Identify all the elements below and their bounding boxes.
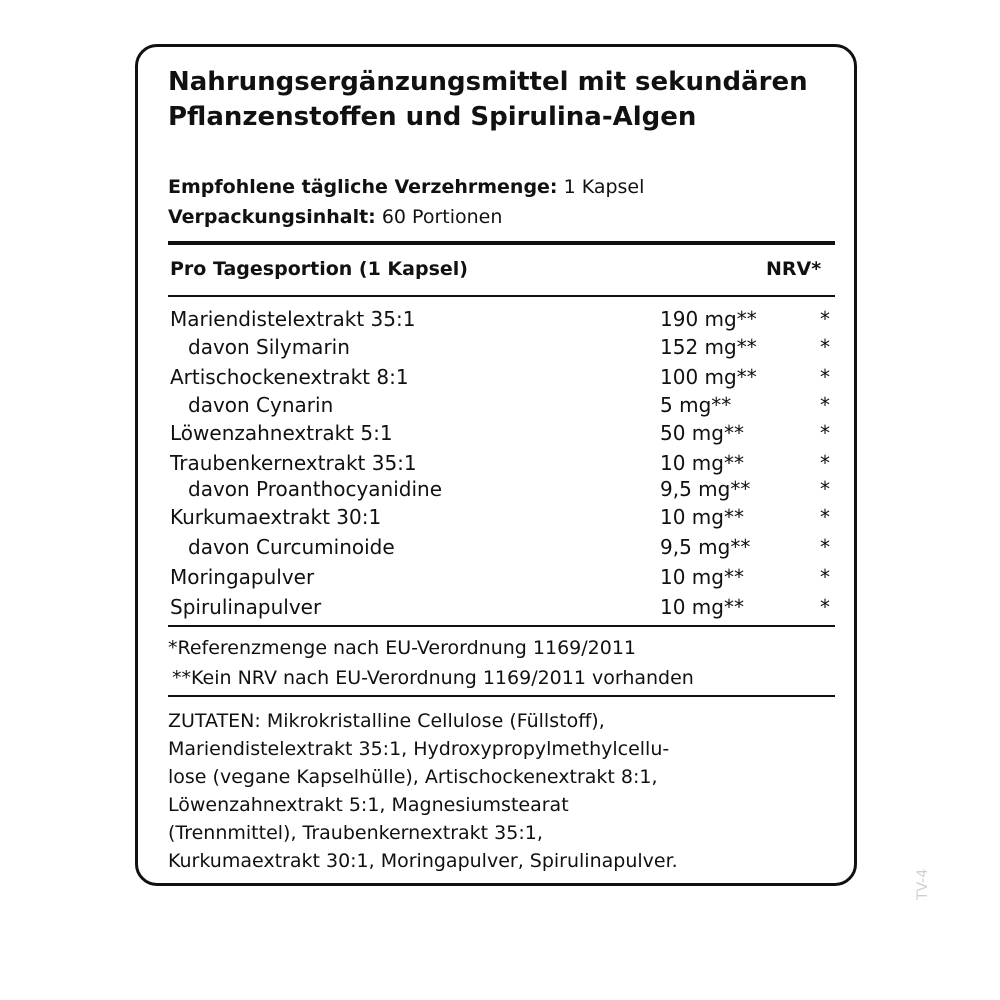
package-content (168, 205, 502, 229)
row-amount: 10 mg** (660, 451, 744, 475)
table-row (168, 449, 835, 477)
table-row (168, 503, 835, 531)
row-amount: 9,5 mg** (660, 535, 751, 559)
ingredients-text: ZUTATEN: Mikrokristalline Cellulose (Füllstoff), Mariendistelextrakt 35:1, Hydroxypropylmethylcellu- lose (vegane Kapselhülle), Artischockenextrakt 8:1, Löwenzahnextrakt 5:1, Magnesiumstearat (Trennmittel), Traubenkernextrakt 35:1, Kurkumaextrakt 30:1, Moringapulver, Spirulinapulver. (168, 710, 678, 872)
row-name: Moringapulver (170, 565, 315, 589)
row-nrv: * (820, 451, 830, 475)
row-amount: 190 mg** (660, 307, 757, 331)
row-nrv: * (820, 565, 830, 589)
row-amount: 9,5 mg** (660, 477, 751, 501)
row-nrv: * (820, 421, 830, 445)
table-row (168, 363, 835, 391)
footnote-no-nrv: **Kein NRV nach EU-Verordnung 1169/2011 vorhanden (172, 667, 694, 689)
package-content-label: Verpackungsinhalt: (168, 206, 376, 228)
row-nrv: * (820, 505, 830, 529)
row-name: Spirulinapulver (170, 595, 322, 619)
row-name: davon Silymarin (188, 335, 350, 359)
row-nrv: * (820, 477, 830, 501)
row-amount: 152 mg** (660, 335, 757, 359)
corner-code: TV-4 (915, 868, 931, 900)
recommended-dose-label: Empfohlene tägliche Verzehrmenge: (168, 176, 558, 198)
row-amount: 10 mg** (660, 565, 744, 589)
table-header-serving: Pro Tagesportion (1 Kapsel) (170, 258, 468, 280)
package-content-value: 60 Portionen (381, 206, 503, 228)
row-name: davon Cynarin (188, 393, 334, 417)
table-row (168, 563, 835, 591)
footnote-reference: *Referenzmenge nach EU-Verordnung 1169/2011 (168, 637, 637, 659)
label-title: Nahrungsergänzungsmittel mit sekundären Pflanzenstoffen und Spirulina-Algen (168, 67, 808, 132)
row-name: Traubenkernextrakt 35:1 (170, 451, 417, 475)
table-header-nrv: NRV* (766, 258, 822, 280)
table-row (168, 391, 835, 419)
table-row (168, 419, 835, 447)
row-nrv: * (820, 307, 830, 331)
row-name: davon Curcuminoide (188, 535, 395, 559)
divider-table-end (168, 625, 835, 627)
recommended-dose (168, 175, 644, 199)
table-row (168, 533, 835, 561)
row-nrv: * (820, 365, 830, 389)
row-amount: 10 mg** (660, 505, 744, 529)
row-nrv: * (820, 595, 830, 619)
recommended-dose-value: 1 Kapsel (563, 176, 645, 198)
table-row (168, 305, 835, 333)
table-row (168, 593, 835, 621)
row-amount: 50 mg** (660, 421, 744, 445)
row-name: davon Proanthocyanidine (188, 477, 443, 501)
row-nrv: * (820, 535, 830, 559)
divider-header (168, 295, 835, 297)
table-row (168, 475, 835, 503)
row-name: Mariendistelextrakt 35:1 (170, 307, 416, 331)
row-name: Artischockenextrakt 8:1 (170, 365, 409, 389)
divider-thick (168, 241, 835, 245)
row-name: Kurkumaextrakt 30:1 (170, 505, 382, 529)
row-nrv: * (820, 335, 830, 359)
nutrition-label (135, 44, 857, 886)
row-amount: 10 mg** (660, 595, 744, 619)
table-row (168, 333, 835, 361)
row-amount: 100 mg** (660, 365, 757, 389)
row-amount: 5 mg** (660, 393, 732, 417)
row-name: Löwenzahnextrakt 5:1 (170, 421, 393, 445)
divider-footnotes (168, 695, 835, 697)
row-nrv: * (820, 393, 830, 417)
